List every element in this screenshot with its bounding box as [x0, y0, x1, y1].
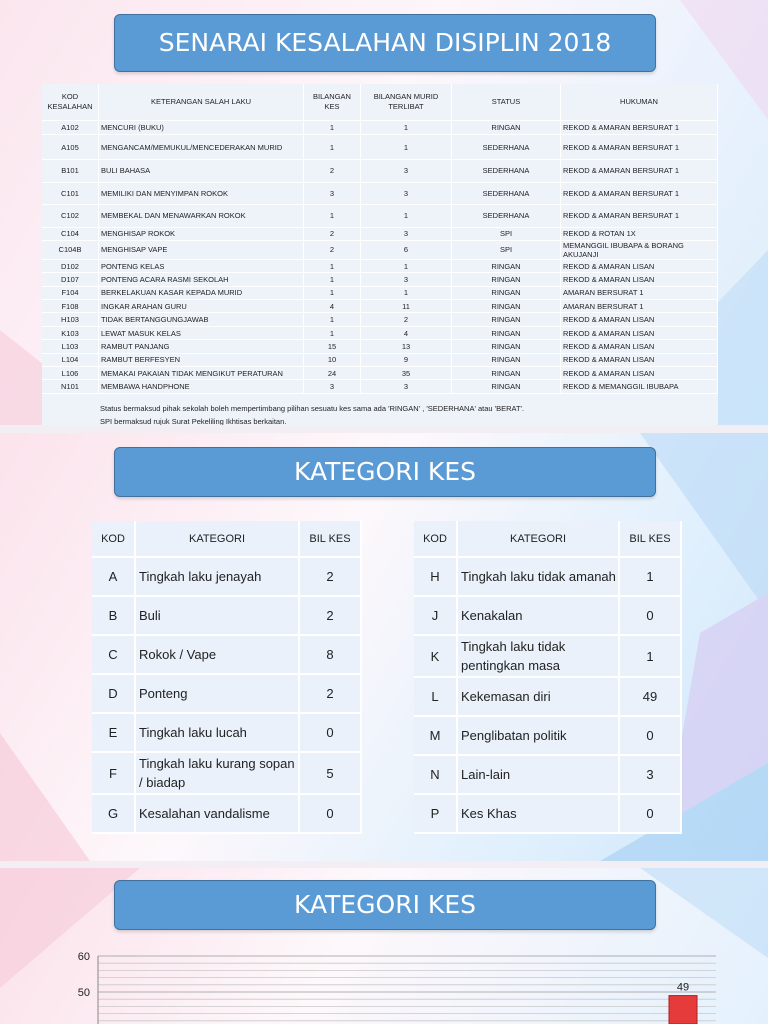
- cell-bilangan-murid: 6: [361, 240, 452, 259]
- cell-bilangan-murid: 1: [361, 205, 452, 228]
- table-row: [92, 635, 361, 674]
- header-kod: KOD KESALAHAN: [42, 84, 99, 121]
- cell-kategori: Tingkah laku tidak pentingkan masa: [457, 635, 619, 677]
- cell-status: RINGAN: [452, 353, 561, 366]
- cell-kod: D102: [42, 259, 99, 272]
- cell-bilangan-murid: 11: [361, 300, 452, 313]
- cell-hukuman: REKOD & MEMANGGIL IBUBAPA: [561, 380, 718, 393]
- cell-keterangan: MENGHISAP ROKOK: [99, 227, 304, 240]
- cell-keterangan: LEWAT MASUK KELAS: [99, 326, 304, 339]
- cell-bilangan-murid: 4: [361, 326, 452, 339]
- cell-bil-kes: 3: [619, 755, 681, 794]
- cell-kod: L: [414, 677, 457, 716]
- cell-bilangan-kes: 1: [304, 326, 361, 339]
- header-keterangan: KETERANGAN SALAH LAKU: [99, 84, 304, 121]
- cell-kod: C104B: [42, 240, 99, 259]
- cell-kod: D: [92, 674, 135, 713]
- cell-hukuman: MEMANGGIL IBUBAPA & BORANG AKUJANJI: [561, 240, 718, 259]
- cell-bil-kes: 0: [299, 794, 361, 833]
- cell-kod: P: [414, 794, 457, 833]
- cell-kategori: Kesalahan vandalisme: [135, 794, 299, 833]
- cell-status: RINGAN: [452, 326, 561, 339]
- cell-bil-kes: 0: [619, 716, 681, 755]
- cell-keterangan: MEMILIKI DAN MENYIMPAN ROKOK: [99, 182, 304, 205]
- cell-bil-kes: 1: [619, 635, 681, 677]
- table-row: [414, 716, 681, 755]
- cell-bilangan-kes: 1: [304, 135, 361, 160]
- cell-bilangan-murid: 3: [361, 380, 452, 393]
- cell-hukuman: REKOD & AMARAN BERSURAT 1: [561, 121, 718, 135]
- table-row: [42, 286, 718, 299]
- cell-kategori: Kekemasan diri: [457, 677, 619, 716]
- cell-bilangan-kes: 2: [304, 160, 361, 183]
- cell-kod: K103: [42, 326, 99, 339]
- table-row: [414, 557, 681, 596]
- note-spi: SPI bermaksud rujuk Surat Pekeliling Ikhtisas berkaitan.: [100, 416, 287, 425]
- table-row: [92, 674, 361, 713]
- cell-kod: A105: [42, 135, 99, 160]
- cell-keterangan: PONTENG KELAS: [99, 259, 304, 272]
- table-row: [42, 205, 718, 228]
- cell-hukuman: REKOD & AMARAN BERSURAT 1: [561, 182, 718, 205]
- cell-bilangan-kes: 10: [304, 353, 361, 366]
- cell-keterangan: PONTENG ACARA RASMI SEKOLAH: [99, 273, 304, 286]
- cell-kod: A: [92, 557, 135, 596]
- cell-kod: J: [414, 596, 457, 635]
- note-status: Status bermaksud pihak sekolah boleh mempertimbang pilihan sesuatu kes sama ada 'RINGAN' , 'SEDERHANA' atau 'BERAT'.: [100, 403, 525, 413]
- bar-L: [669, 996, 697, 1024]
- cell-kod: F: [92, 752, 135, 794]
- table-row: [42, 300, 718, 313]
- table-row: [42, 259, 718, 272]
- cell-bilangan-murid: 3: [361, 182, 452, 205]
- header-bil-kes: BIL KES: [619, 521, 681, 557]
- cell-keterangan: BERKELAKUAN KASAR KEPADA MURID: [99, 286, 304, 299]
- cell-bilangan-kes: 24: [304, 367, 361, 380]
- cell-kod: G: [92, 794, 135, 833]
- table-header-row: [414, 521, 681, 557]
- cell-kod: A102: [42, 121, 99, 135]
- table-row: [42, 160, 718, 183]
- header-bilangan-kes: BILANGAN KES: [304, 84, 361, 121]
- table-row: [42, 340, 718, 353]
- cell-kod: B101: [42, 160, 99, 183]
- cell-bilangan-kes: 15: [304, 340, 361, 353]
- cell-keterangan: INGKAR ARAHAN GURU: [99, 300, 304, 313]
- cell-keterangan: MEMBEKAL DAN MENAWARKAN ROKOK: [99, 205, 304, 228]
- table-row: [92, 794, 361, 833]
- cell-hukuman: REKOD & AMARAN BERSURAT 1: [561, 205, 718, 228]
- cell-kod: F108: [42, 300, 99, 313]
- cell-bilangan-murid: 1: [361, 121, 452, 135]
- cell-kategori: Tingkah laku tidak amanah: [457, 557, 619, 596]
- cell-hukuman: REKOD & AMARAN LISAN: [561, 326, 718, 339]
- cell-kategori: Kes Khas: [457, 794, 619, 833]
- cell-bilangan-murid: 35: [361, 367, 452, 380]
- table-row: [42, 367, 718, 380]
- cell-kod: C104: [42, 227, 99, 240]
- category-table-left: [92, 521, 362, 834]
- header-status: STATUS: [452, 84, 561, 121]
- cell-kod: N101: [42, 380, 99, 393]
- cell-kod: L104: [42, 353, 99, 366]
- cell-keterangan: MENCURI (BUKU): [99, 121, 304, 135]
- cell-bil-kes: 8: [299, 635, 361, 674]
- cell-bilangan-kes: 1: [304, 286, 361, 299]
- table-row: [414, 635, 681, 677]
- bar-data-label: 49: [676, 981, 690, 994]
- cell-keterangan: MEMBAWA HANDPHONE: [99, 380, 304, 393]
- table-row: [92, 596, 361, 635]
- cell-status: RINGAN: [452, 367, 561, 380]
- cell-status: SPI: [452, 240, 561, 259]
- cell-bil-kes: 2: [299, 674, 361, 713]
- cell-hukuman: REKOD & AMARAN LISAN: [561, 259, 718, 272]
- header-bil-kes: BIL KES: [299, 521, 361, 557]
- cell-kategori: Penglibatan politik: [457, 716, 619, 755]
- table-row: [92, 713, 361, 752]
- cell-hukuman: REKOD & AMARAN LISAN: [561, 340, 718, 353]
- cell-kategori: Tingkah laku jenayah: [135, 557, 299, 596]
- table-header-row: [42, 84, 718, 121]
- table-row: [92, 557, 361, 596]
- table-row: [42, 313, 718, 326]
- table-row: [414, 596, 681, 635]
- slide-title: SENARAI KESALAHAN DISIPLIN 2018: [114, 14, 656, 72]
- cell-kod: E: [92, 713, 135, 752]
- cell-hukuman: REKOD & AMARAN LISAN: [561, 273, 718, 286]
- cell-hukuman: REKOD & AMARAN LISAN: [561, 313, 718, 326]
- cell-hukuman: REKOD & AMARAN LISAN: [561, 353, 718, 366]
- cell-kod: H: [414, 557, 457, 596]
- y-tick-label: 50: [77, 987, 90, 999]
- cell-hukuman: AMARAN BERSURAT 1: [561, 286, 718, 299]
- header-kategori: KATEGORI: [457, 521, 619, 557]
- cell-status: RINGAN: [452, 273, 561, 286]
- cell-bilangan-kes: 3: [304, 380, 361, 393]
- cell-kod: C102: [42, 205, 99, 228]
- slide-category: [0, 433, 768, 861]
- cell-hukuman: AMARAN BERSURAT 1: [561, 300, 718, 313]
- cell-bilangan-murid: 3: [361, 227, 452, 240]
- cell-kod: C: [92, 635, 135, 674]
- cell-bil-kes: 5: [299, 752, 361, 794]
- cell-hukuman: REKOD & AMARAN BERSURAT 1: [561, 160, 718, 183]
- cell-status: SEDERHANA: [452, 135, 561, 160]
- cell-bilangan-kes: 2: [304, 240, 361, 259]
- cell-bilangan-kes: 3: [304, 182, 361, 205]
- cell-bil-kes: 0: [619, 596, 681, 635]
- cell-kategori: Tingkah laku lucah: [135, 713, 299, 752]
- cell-keterangan: BULI BAHASA: [99, 160, 304, 183]
- table-row: [42, 273, 718, 286]
- table-row: [414, 794, 681, 833]
- cell-bil-kes: 49: [619, 677, 681, 716]
- table-row: [414, 677, 681, 716]
- table-row: [42, 240, 718, 259]
- cell-kategori: Lain-lain: [457, 755, 619, 794]
- cell-status: RINGAN: [452, 340, 561, 353]
- cell-kod: L106: [42, 367, 99, 380]
- cell-bil-kes: 2: [299, 596, 361, 635]
- cell-hukuman: REKOD & ROTAN 1X: [561, 227, 718, 240]
- cell-kod: D107: [42, 273, 99, 286]
- table-row: [42, 182, 718, 205]
- cell-bilangan-murid: 13: [361, 340, 452, 353]
- cell-bilangan-murid: 3: [361, 273, 452, 286]
- cell-bilangan-kes: 1: [304, 205, 361, 228]
- cell-bil-kes: 0: [619, 794, 681, 833]
- cell-bilangan-murid: 1: [361, 259, 452, 272]
- slide-title: KATEGORI KES: [114, 447, 656, 497]
- cell-status: RINGAN: [452, 121, 561, 135]
- discipline-table: [42, 84, 718, 425]
- cell-bilangan-murid: 2: [361, 313, 452, 326]
- cell-status: SPI: [452, 227, 561, 240]
- header-hukuman: HUKUMAN: [561, 84, 718, 121]
- table-row: [42, 380, 718, 393]
- cell-kod: B: [92, 596, 135, 635]
- cell-kod: L103: [42, 340, 99, 353]
- cell-bil-kes: 0: [299, 713, 361, 752]
- table-row: [42, 227, 718, 240]
- cell-kod: M: [414, 716, 457, 755]
- category-table-right: [414, 521, 682, 834]
- table-row: [42, 135, 718, 160]
- cell-keterangan: TIDAK BERTANGGUNGJAWAB: [99, 313, 304, 326]
- cell-kategori: Ponteng: [135, 674, 299, 713]
- cell-status: RINGAN: [452, 286, 561, 299]
- cell-status: RINGAN: [452, 380, 561, 393]
- cell-bil-kes: 1: [619, 557, 681, 596]
- header-kategori: KATEGORI: [135, 521, 299, 557]
- cell-status: SEDERHANA: [452, 160, 561, 183]
- cell-bilangan-kes: 4: [304, 300, 361, 313]
- cell-keterangan: RAMBUT PANJANG: [99, 340, 304, 353]
- cell-keterangan: RAMBUT BERFESYEN: [99, 353, 304, 366]
- cell-bilangan-murid: 1: [361, 135, 452, 160]
- cell-keterangan: MEMAKAI PAKAIAN TIDAK MENGIKUT PERATURAN: [99, 367, 304, 380]
- cell-bilangan-kes: 1: [304, 313, 361, 326]
- cell-keterangan: MENGHISAP VAPE: [99, 240, 304, 259]
- header-bilangan-murid: BILANGAN MURID TERLIBAT: [361, 84, 452, 121]
- cell-bilangan-murid: 9: [361, 353, 452, 366]
- cell-kod: K: [414, 635, 457, 677]
- table-header-row: [92, 521, 361, 557]
- y-tick-label: 60: [77, 951, 90, 963]
- cell-bil-kes: 2: [299, 557, 361, 596]
- cell-keterangan: MENGANCAM/MEMUKUL/MENCEDERAKAN MURID: [99, 135, 304, 160]
- table-row: [42, 353, 718, 366]
- cell-hukuman: REKOD & AMARAN LISAN: [561, 367, 718, 380]
- cell-bilangan-kes: 1: [304, 121, 361, 135]
- slide-category-chart: [0, 868, 768, 1024]
- header-kod: KOD: [414, 521, 457, 557]
- cell-bilangan-murid: 3: [361, 160, 452, 183]
- category-bar-chart: [0, 868, 768, 1024]
- cell-kod: C101: [42, 182, 99, 205]
- table-row: [42, 326, 718, 339]
- cell-bilangan-kes: 1: [304, 273, 361, 286]
- cell-status: RINGAN: [452, 300, 561, 313]
- cell-kod: N: [414, 755, 457, 794]
- slide-title: KATEGORI KES: [114, 880, 656, 930]
- cell-status: RINGAN: [452, 259, 561, 272]
- cell-kategori: Tingkah laku kurang sopan / biadap: [135, 752, 299, 794]
- cell-bilangan-kes: 1: [304, 259, 361, 272]
- cell-hukuman: REKOD & AMARAN BERSURAT 1: [561, 135, 718, 160]
- cell-bilangan-murid: 1: [361, 286, 452, 299]
- table-row: [42, 121, 718, 135]
- cell-kategori: Kenakalan: [457, 596, 619, 635]
- header-kod: KOD: [92, 521, 135, 557]
- cell-kategori: Rokok / Vape: [135, 635, 299, 674]
- table-row: [92, 752, 361, 794]
- cell-bilangan-kes: 2: [304, 227, 361, 240]
- cell-status: RINGAN: [452, 313, 561, 326]
- table-row: [414, 755, 681, 794]
- cell-kategori: Buli: [135, 596, 299, 635]
- cell-status: SEDERHANA: [452, 182, 561, 205]
- slide-discipline-list: [0, 0, 768, 425]
- cell-kod: F104: [42, 286, 99, 299]
- cell-kod: H103: [42, 313, 99, 326]
- cell-status: SEDERHANA: [452, 205, 561, 228]
